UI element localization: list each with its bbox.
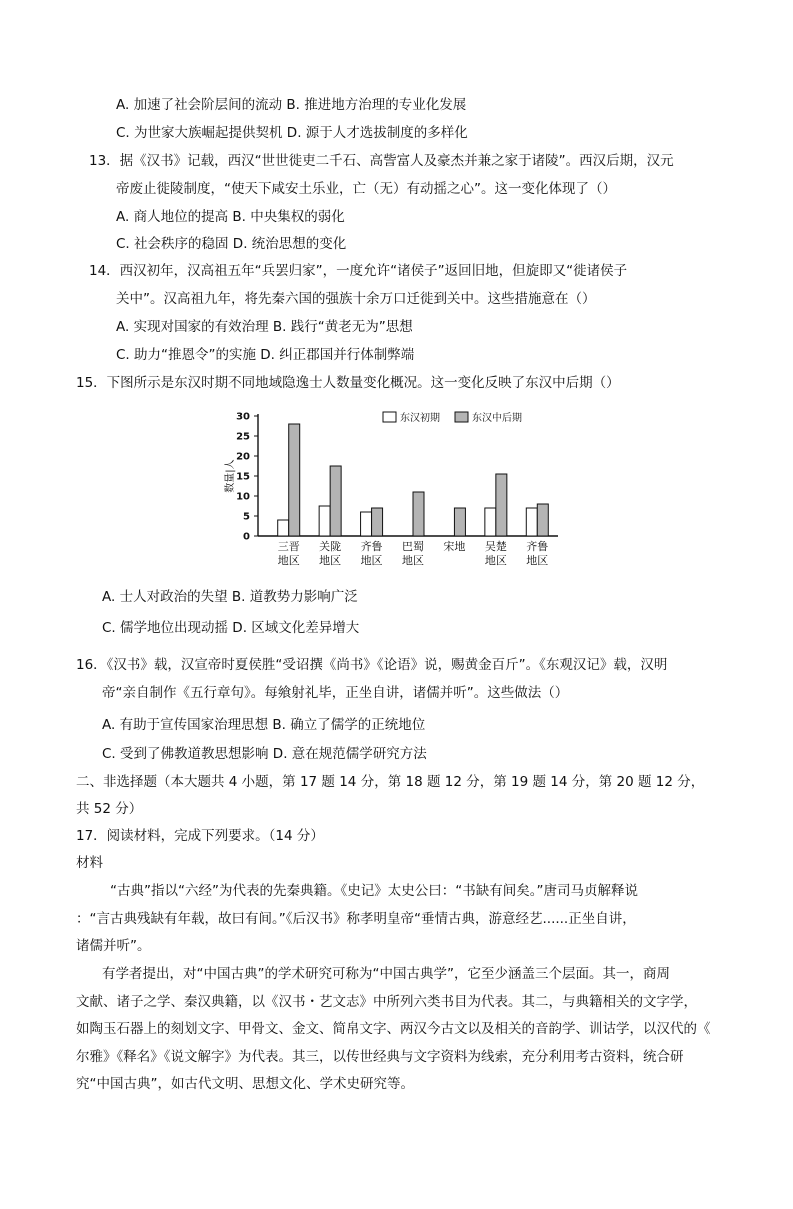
bar-late <box>454 508 465 536</box>
q12-options-cd: C. 为世家大族崛起提供契机 D. 源于人才选拔制度的多样化 <box>116 125 468 141</box>
bar-late <box>537 504 548 536</box>
q14-stem-line1: 14．西汉初年，汉高祖五年“兵罢归家”，一度允许“诸侯子”返回旧地，但旋即又“徙诸侯子 <box>89 263 628 279</box>
q16-options-ab: A. 有助于宣传国家治理思想 B. 确立了儒学的正统地位 <box>102 717 426 733</box>
section2-heading-line1: 二、非选择题（本大题共 4 小题，第 17 题 14 分，第 18 题 12 分，第 19 题 14 分，第 20 题 12 分， <box>76 774 705 790</box>
bar-early <box>319 506 330 536</box>
legend-swatch <box>455 412 468 422</box>
x-category-label: 吴楚 <box>484 540 507 553</box>
q17-p1-line3: 诸儒并听”。 <box>76 938 151 954</box>
bar-early <box>278 520 289 536</box>
x-category-label-line2: 地区 <box>319 554 342 567</box>
bar-chart-svg <box>203 402 589 578</box>
y-tick-label: 30 <box>236 411 250 423</box>
q13-stem-line2: 帝废止徙陵制度，“使天下咸安土乐业，亡（无）有动摇之心”。这一变化体现了（） <box>116 181 616 197</box>
q15-options-cd: C. 儒学地位出现动摇 D. 区域文化差异增大 <box>102 620 360 636</box>
y-tick-label: 10 <box>236 491 250 503</box>
y-tick-label: 25 <box>236 431 250 443</box>
x-category-label-line2: 地区 <box>402 554 424 567</box>
q17-material-label: 材料 <box>76 855 103 871</box>
q17-p2-line1: 有学者提出，对“中国古典”的学术研究可称为“中国古典学”，它至少涵盖三个层面。其一，商周 <box>102 966 670 982</box>
q17-p2-line3: 如陶玉石器上的刻划文字、甲骨文、金文、简帛文字、两汉今古文以及相关的音韵学、训诂学，以汉代的《 <box>76 1021 711 1037</box>
bar-late <box>496 474 507 536</box>
legend-label: 东汉中后期 <box>472 413 522 424</box>
x-category-label-line2: 地区 <box>526 554 549 567</box>
legend-swatch <box>383 412 396 422</box>
q15-stem: 15．下图所示是东汉时期不同地域隐逸士人数量变化概况。这一变化反映了东汉中后期（） <box>76 375 620 391</box>
bar-early <box>361 512 372 536</box>
x-category-label: 巴蜀 <box>402 540 424 553</box>
q15-options-ab: A. 士人对政治的失望 B. 道教势力影响广泛 <box>102 589 358 605</box>
q17-p1-line2: ：“言古典残缺有年载，故曰有间。”《后汉书》称孝明皇帝“垂情古典，游意经艺......正坐自讲， <box>76 911 636 927</box>
bar-late <box>289 424 300 536</box>
legend-label: 东汉初期 <box>400 413 440 424</box>
q12-options-ab: A. 加速了社会阶层间的流动 B. 推进地方治理的专业化发展 <box>116 97 467 113</box>
x-category-label: 宋地 <box>443 540 466 553</box>
y-tick-label: 0 <box>243 531 250 543</box>
q13-stem-line1: 13．据《汉书》记载，西汉“世世徙吏二千石、高訾富人及豪杰并兼之家于诸陵”。西汉后期，汉元 <box>89 153 674 169</box>
q14-options-ab: A. 实现对国家的有效治理 B. 践行“黄老无为”思想 <box>116 319 413 335</box>
y-tick-label: 5 <box>243 511 250 523</box>
q17-p2-line5: 究“中国古典”，如古代文明、思想文化、学术史研究等。 <box>76 1076 414 1092</box>
x-category-label: 齐鲁 <box>526 540 549 553</box>
bar-late <box>372 508 383 536</box>
x-category-label-line2: 地区 <box>484 554 507 567</box>
x-category-label: 关陇 <box>319 540 342 553</box>
q17-stem: 17．阅读材料，完成下列要求。（14 分） <box>76 828 324 844</box>
bar-late <box>330 466 341 536</box>
bar-early <box>526 508 537 536</box>
q14-stem-line2: 关中”。汉高祖九年，将先秦六国的强族十余万口迁徙到关中。这些措施意在（） <box>116 291 596 307</box>
bar-early <box>485 508 496 536</box>
q16-options-cd: C. 受到了佛教道教思想影响 D. 意在规范儒学研究方法 <box>102 746 427 762</box>
q17-p2-line4: 尔雅》《释名》《说文解字》为代表。其三，以传世经典与文字资料为线索，充分利用考古资料，统合研 <box>76 1049 684 1065</box>
q13-options-cd: C. 社会秩序的稳固 D. 统治思想的变化 <box>116 236 347 252</box>
q17-p1-line1: “古典”指以“六经”为代表的先秦典籍。《史记》太史公曰：“书缺有间矣。”唐司马贞解释说 <box>110 883 638 899</box>
x-category-label-line2: 地区 <box>360 554 383 567</box>
q17-p2-line2: 文献、诸子之学、秦汉典籍，以《汉书・艺文志》中所列六类书目为代表。其二，与典籍相关的文字学， <box>76 994 697 1010</box>
y-axis-label: 数量|人 <box>225 459 236 493</box>
x-category-label: 齐鲁 <box>360 540 383 553</box>
y-tick-label: 15 <box>236 471 250 483</box>
x-category-label: 三晋 <box>277 540 300 553</box>
y-tick-label: 20 <box>236 451 250 463</box>
x-category-label-line2: 地区 <box>277 554 300 567</box>
hermit-count-chart <box>203 402 589 578</box>
q14-options-cd: C. 助力“推恩令”的实施 D. 纠正郡国并行体制弊端 <box>116 347 415 363</box>
section2-heading-line2: 共 52 分） <box>76 801 143 817</box>
q13-options-ab: A. 商人地位的提高 B. 中央集权的弱化 <box>116 209 345 225</box>
q16-stem-line2: 帝“亲自制作《五行章句》。每飨射礼毕，正坐自讲，诸儒并听”。这些做法（） <box>102 685 569 701</box>
bar-late <box>413 492 424 536</box>
q16-stem-line1: 16．《汉书》载，汉宣帝时夏侯胜“受诏撰《尚书》《论语》说，赐黄金百斤”。《东观汉记》载，汉明 <box>76 657 668 673</box>
